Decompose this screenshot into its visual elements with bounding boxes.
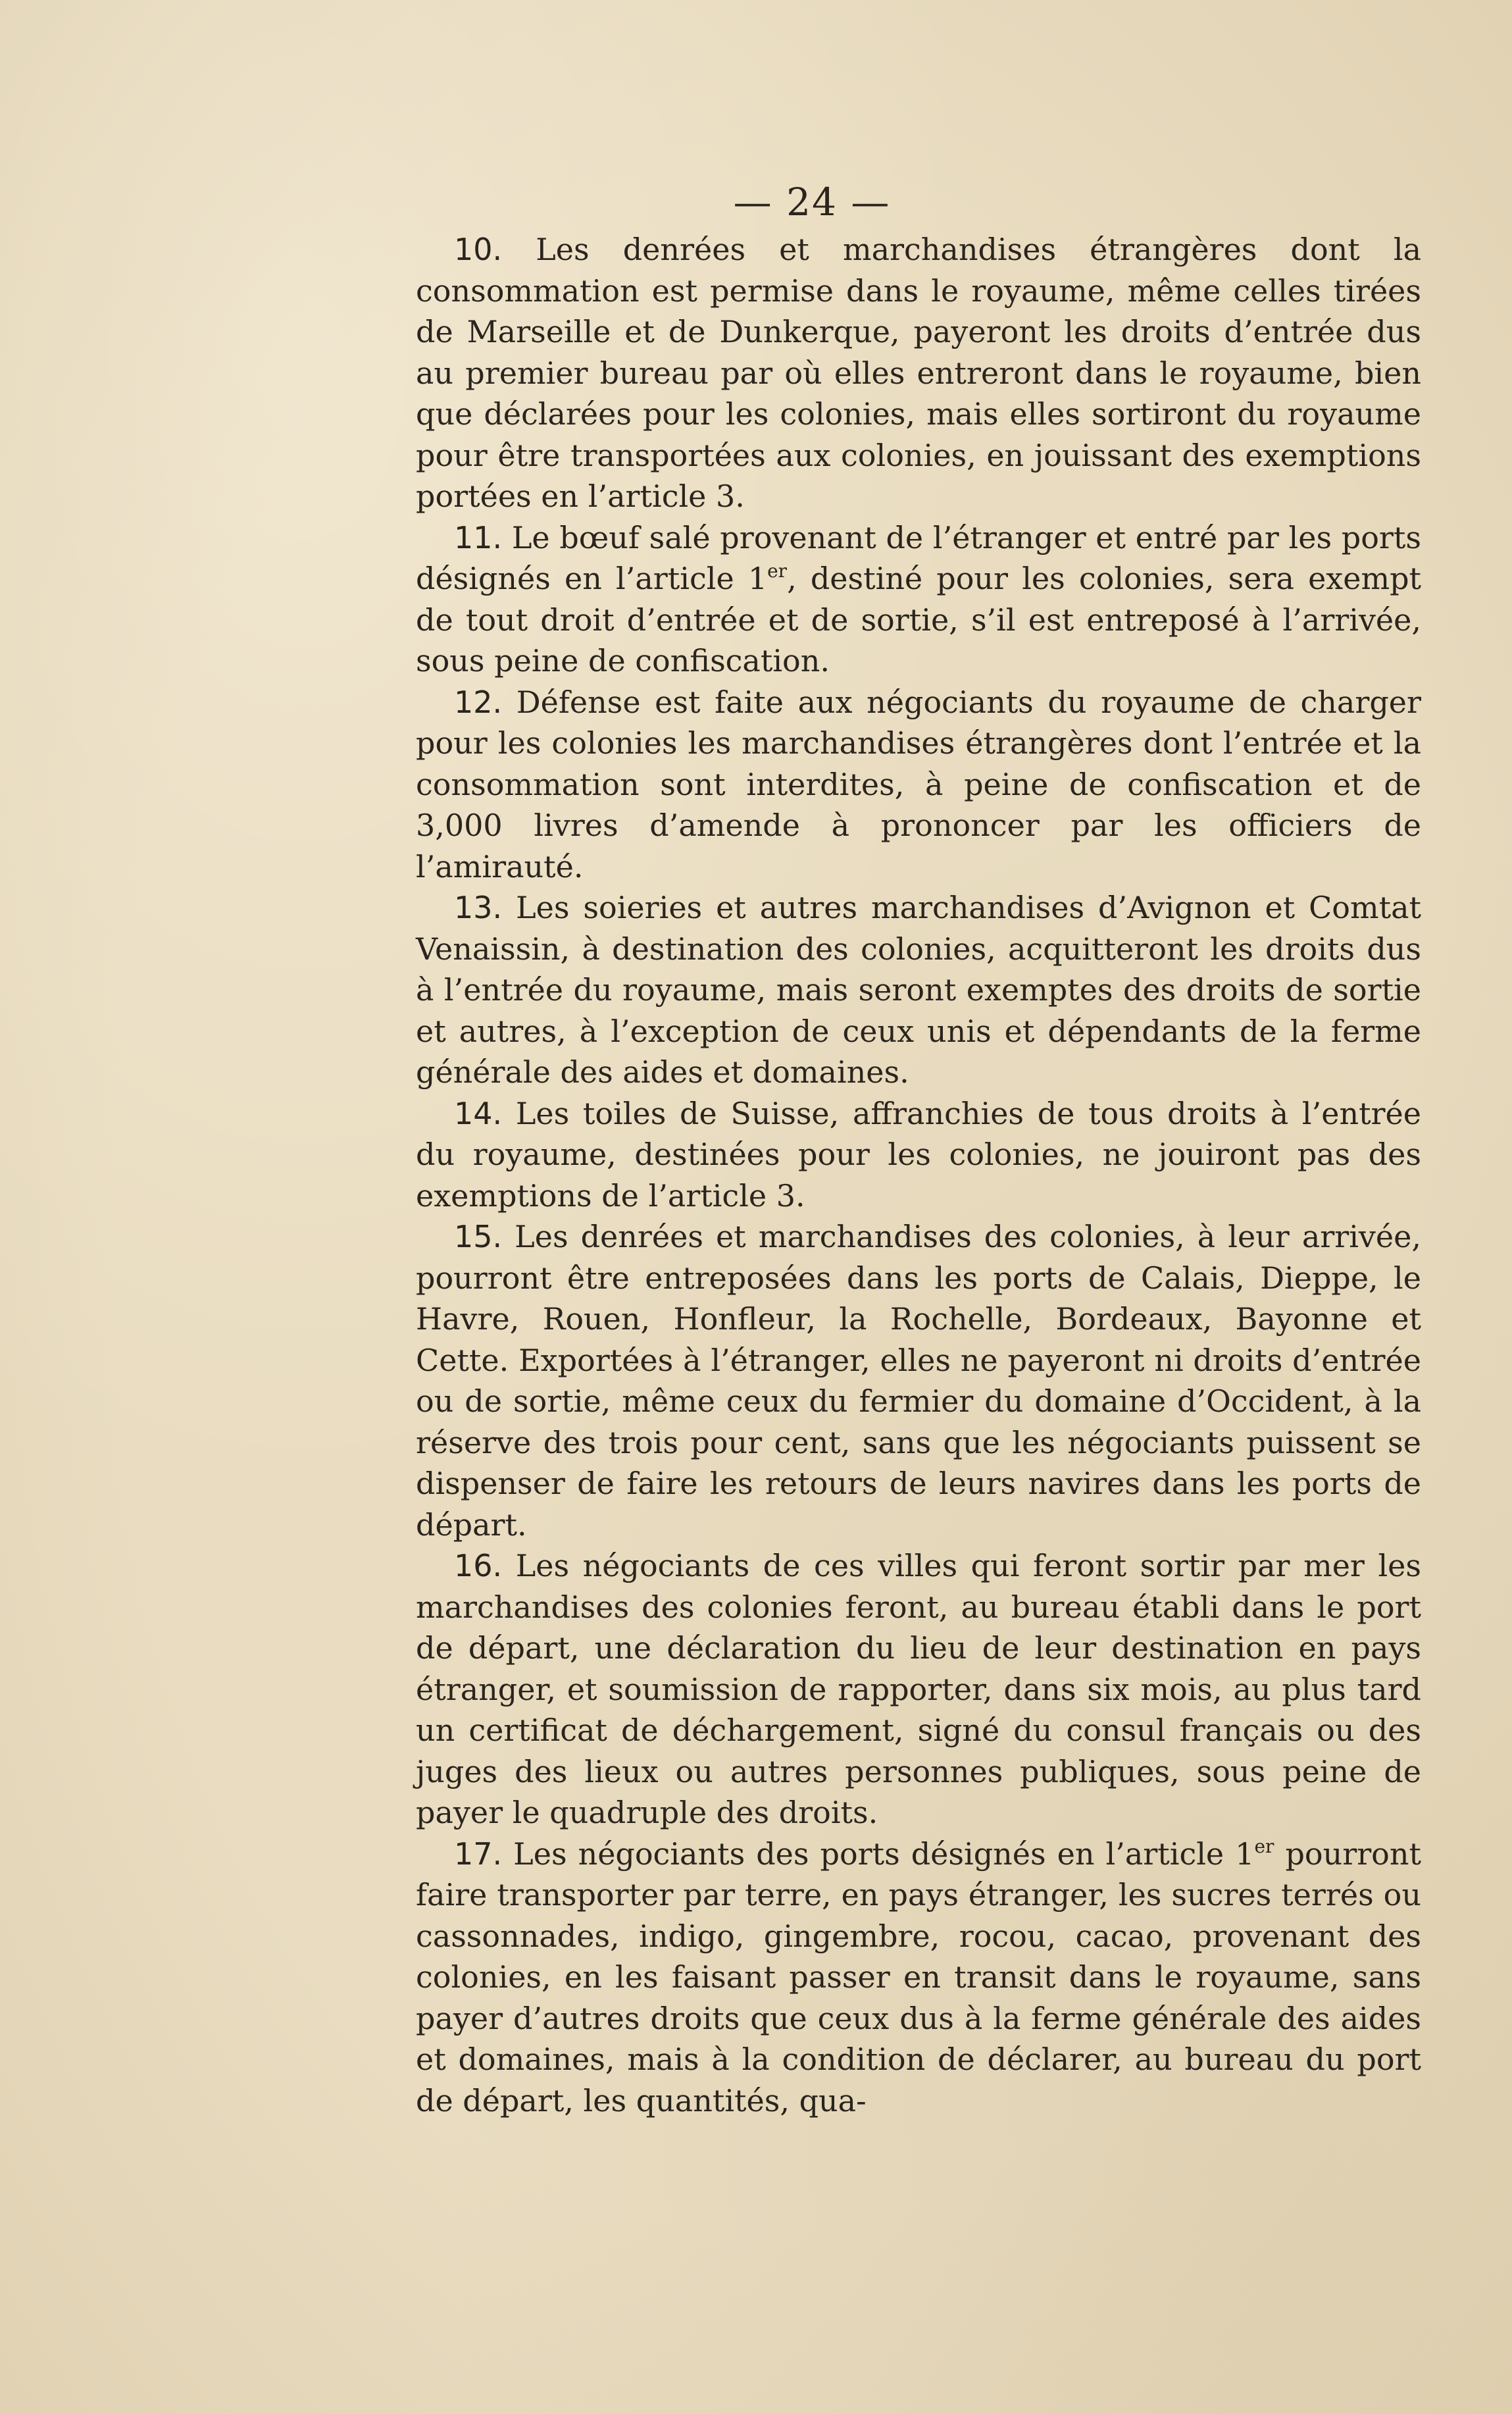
superscript: er — [1254, 1835, 1274, 1857]
article-text: Le bœuf salé provenant de l’étranger et entré par les ports désignés en l’article 1 — [416, 519, 1421, 596]
article-number: 17. — [454, 1836, 503, 1872]
article-12 — [416, 682, 1421, 888]
article-number: 10. — [454, 232, 503, 267]
article-14 — [416, 1093, 1421, 1217]
article-text: Les toiles de Suisse, affranchies de tous droits à l’entrée du royaume, destinées pour les colonies, ne jouiront pas des exemptions de l’article 3. — [416, 1095, 1421, 1214]
article-number: 14. — [454, 1095, 503, 1131]
article-text: Les soieries et autres marchandises d’Avignon et Comtat Venaissin, à destination des colonies, acquitteront les droits dus à l’entrée du royaume, mais seront exemptes des droits de sortie et autres, à l’exception de ceux unis et dépendants de la ferme générale des aides et domaines. — [416, 890, 1421, 1090]
article-text: Les négociants de ces villes qui feront sortir par mer les marchandises des colonies feront, au bureau établi dans le port de départ, une déclaration du lieu de leur destination en pays étranger, et soumission de rapporter, dans six mois, au plus tard un certificat de déchargement, signé du consul français ou des juges des lieux ou autres personnes publiques, sous peine de payer le quadruple des droits. — [416, 1548, 1421, 1830]
page-number: — 24 — — [733, 180, 891, 224]
article-17 — [416, 1834, 1421, 2122]
article-10 — [416, 229, 1421, 517]
article-11 — [416, 517, 1421, 682]
article-13 — [416, 887, 1421, 1093]
superscript: er — [767, 560, 788, 582]
article-number: 16. — [454, 1548, 503, 1583]
article-text: Les denrées et marchandises des colonies, à leur arrivée, pourront être entreposées dans les ports de Calais, Dieppe, le Havre, Rouen, Honfleur, la Rochelle, Bordeaux, Bayonne et Cette. Exportées à l’étranger, elles ne payeront ni droits d’entrée ou de sortie, même ceux du fermier du domaine d’Occident, à la réserve des trois pour cent, sans que les négociants puissent se dispenser de faire les retours de leurs navires dans les ports de départ. — [416, 1219, 1421, 1543]
article-number: 12. — [454, 684, 503, 720]
article-number: 11. — [454, 519, 503, 555]
article-text: Les denrées et marchandises étrangères dont la consommation est permise dans le royaume, même celles tirées de Marseille et de Dunkerque, payeront les droits d’entrée dus au premier bureau par où elles entreront dans le royaume, bien que déclarées pour les colonies, mais elles sortiront du royaume pour être transportées aux colonies, en jouissant des exemptions portées en l’article 3. — [416, 232, 1421, 514]
body-text — [416, 229, 1421, 2121]
article-text: Les négociants des ports désignés en l’article 1 — [502, 1836, 1255, 1872]
article-text-continued: , destiné pour les colonies, sera exempt de tout droit d’entrée et de sortie, s’il est entreposé à l’arrivée, sous peine de confiscation. — [416, 561, 1422, 679]
article-15 — [416, 1216, 1421, 1545]
article-text-continued: pourront faire transporter par terre, en pays étranger, les sucres terrés ou cassonnades, indigo, gingembre, rocou, cacao, provenant des colonies, en les faisant passer en transit dans le royaume, sans payer d’autres droits que ceux dus à la ferme générale des aides et domaines, mais à la condition de déclarer, au bureau du port de départ, les quantités, qua- — [416, 1836, 1421, 2119]
article-16 — [416, 1545, 1421, 1834]
article-number: 13. — [454, 890, 503, 925]
article-number: 15. — [454, 1219, 503, 1254]
article-text: Défense est faite aux négociants du royaume de charger pour les colonies les marchandises étrangères dont l’entrée et la consommation sont interdites, à peine de confiscation et de 3,000 livres d’amende à prononcer par les officiers de l’amirauté. — [416, 684, 1421, 885]
